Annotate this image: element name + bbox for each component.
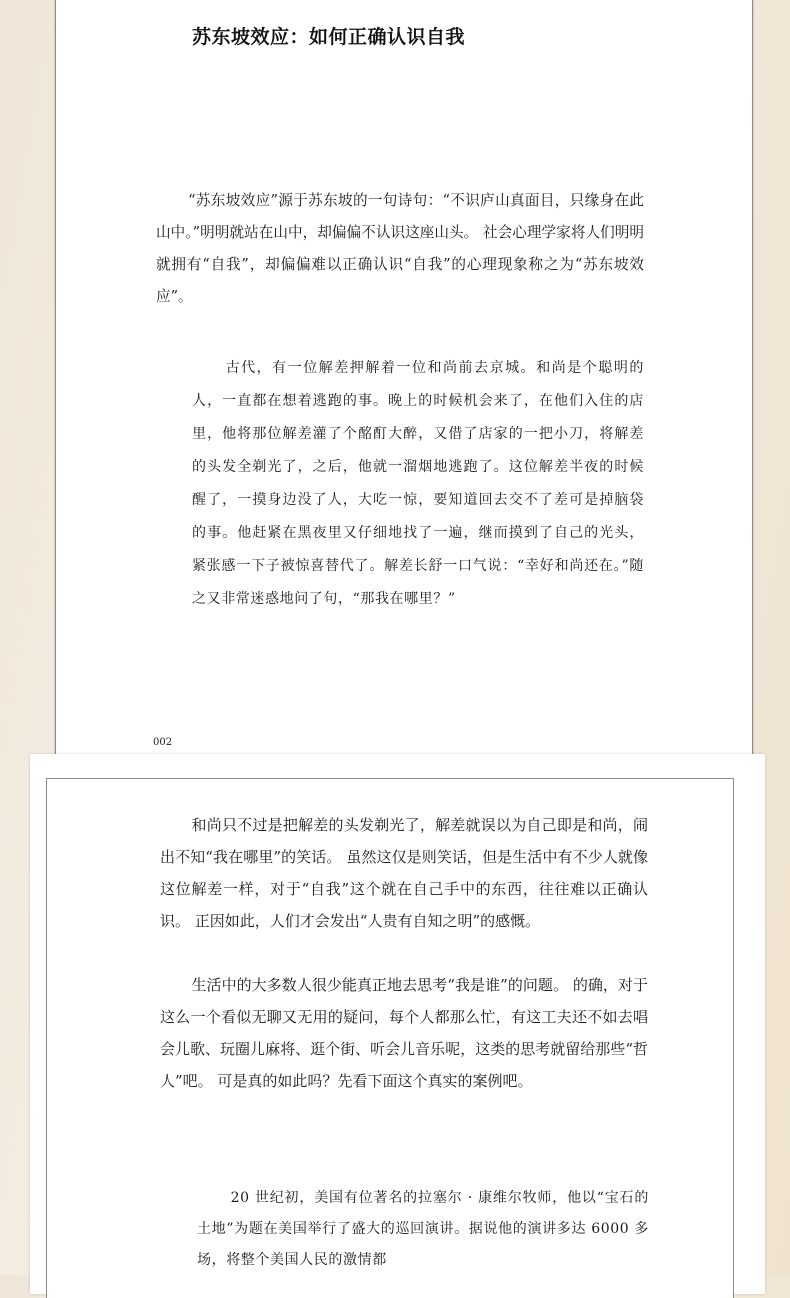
book-page-upper <box>55 0 753 770</box>
body-paragraph-2: 生活中的大多数人很少能真正地去思考“我是谁”的问题。 的确，对于这么一个看似无聊又无用的疑问，每个人都那么忙，有这工夫还不如去唱会儿歌、玩圈儿麻将、逛个街、听会儿音乐呢，这类的思考就留给那些“哲人”吧。 可是真的如此吗？先看下面这个真实的案例吧。 <box>160 976 648 1090</box>
chapter-title: 苏东坡效应：如何正确认识自我 <box>192 26 466 48</box>
intro-paragraph: “苏东坡效应”源于苏东坡的一句诗句：“不识庐山真面目，只缘身在此山中。”明明就站在山中，却偏偏不认识这座山头。 社会心理学家将人们明明就拥有“自我”，却偏偏难以正确认识“自我”的心理现象称之为“苏东坡效应”。 <box>156 192 644 305</box>
book-page-lower <box>46 778 734 1298</box>
page-number: 002 <box>153 737 173 748</box>
body-paragraph-1: 和尚只不过是把解差的头发剃光了，解差就误以为自己即是和尚，闹出不知“我在哪里”的笑话。 虽然这仅是则笑话，但是生活中有不少人就像这位解差一样，对于“自我”这个就在自己手中的东西，往往难以正确认识。 正因如此，人们才会发出“人贵有自知之明”的感慨。 <box>160 816 648 930</box>
case-story-paragraph: 20 世纪初，美国有位著名的拉塞尔 · 康维尔牧师，他以“宝石的土地”为题在美国举行了盛大的巡回演讲。据说他的演讲多达 6000 多场，将整个美国人民的激情都 <box>197 1190 649 1268</box>
story-paragraph: 古代，有一位解差押解着一位和尚前去京城。和尚是个聪明的人，一直都在想着逃跑的事。晚上的时候机会来了，在他们入住的店里，他将那位解差灌了个酩酊大醉，又借了店家的一把小刀，将解差的头发全剃光了，之后，他就一溜烟地逃跑了。这位解差半夜的时候醒了，一摸身边没了人，大吃一惊，要知道回去交不了差可是掉脑袋的事。他赶紧在黑夜里又仔细地找了一遍，继而摸到了自己的光头，紧张感一下子被惊喜替代了。解差长舒一口气说：“幸好和尚还在。”随之又非常迷惑地问了句，“那我在哪里？” <box>192 360 644 607</box>
